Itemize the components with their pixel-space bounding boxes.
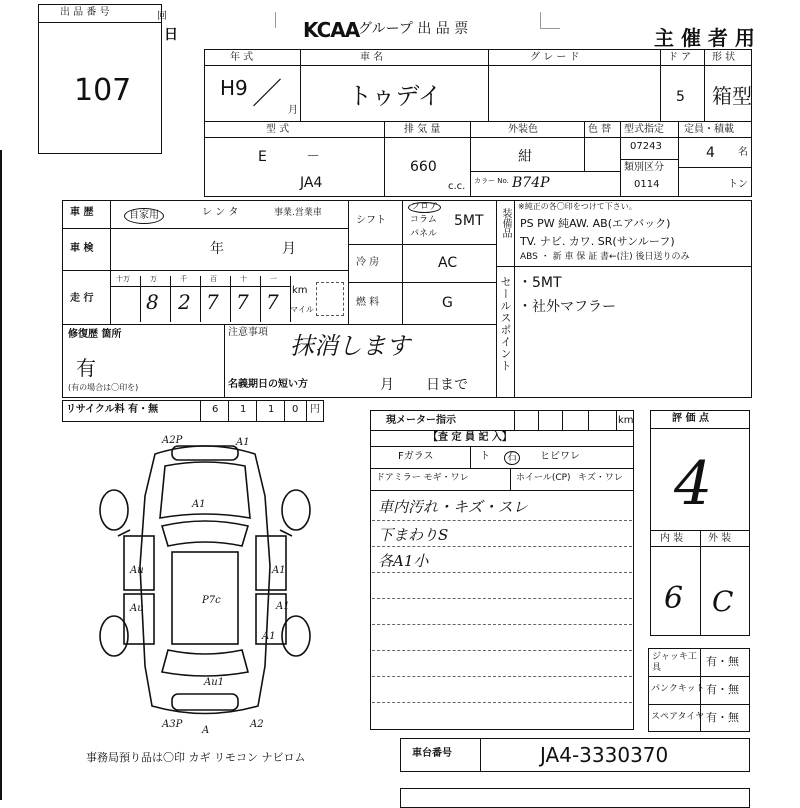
model-designation-value: 07243 [630, 141, 662, 152]
damage-mark: A [202, 725, 210, 736]
mileage-unit-100: 百 [210, 275, 217, 283]
damage-mark: A3P [162, 719, 183, 730]
name-label: 車 名 [360, 52, 384, 63]
spare-value[interactable]: 有・無 [706, 711, 739, 724]
inspection-label: 車 検 [70, 243, 94, 254]
mileage-unit-box [316, 282, 344, 316]
fglass-stone[interactable]: 石 [504, 451, 520, 465]
category-label: 類別区分 [624, 162, 664, 173]
evaluation-score: 4 [674, 449, 713, 519]
day-mark-top: 回 [157, 11, 167, 22]
shift-label: シフト [356, 215, 386, 226]
recycle-digit: 6 [212, 404, 219, 415]
category-value: 0114 [634, 179, 660, 190]
equipment-line3: ABS ・ 新 車 保 証 書←(注) 後日送りのみ [520, 252, 690, 262]
mile-label: マイル [290, 305, 314, 314]
damage-mark: A2 [250, 719, 264, 730]
organizer-label: 主 催 者 用 [654, 26, 755, 50]
history-private[interactable]: 自家用 [124, 208, 164, 224]
recycle-label: リサイクル料 有・無 [66, 404, 159, 415]
wheel-label: ホイール(CP) [516, 473, 571, 483]
car-damage-diagram [80, 436, 330, 736]
meter-label: 現メーター指示 [386, 415, 456, 426]
ac-label: 冷 房 [356, 257, 380, 268]
repair-value: 有 [76, 356, 96, 380]
shift-panel[interactable]: パネル [410, 229, 438, 239]
mileage-unit-1k: 千 [180, 275, 187, 283]
lot-number-value: 107 [74, 73, 132, 108]
load-unit: トン [728, 179, 748, 190]
fuel-value: G [442, 295, 453, 311]
equipment-line1: PS PW 純AW. AB(エアバック) [520, 217, 671, 230]
bottom-partial-table [400, 788, 750, 808]
shape-label: 形 状 [712, 52, 736, 63]
chassis-value: JA4-3330370 [540, 743, 669, 767]
repair-note: (有の場合は〇印を) [68, 383, 139, 392]
mileage-digit: 8 [146, 290, 159, 314]
equipment-note: ※純正の各〇印をつけて下さい。 [518, 202, 637, 211]
damage-mark: A1 [272, 565, 286, 576]
doors-label: ド ア [668, 52, 692, 63]
damage-mark: A1 [236, 437, 250, 448]
exterior-label: 外 装 [708, 533, 732, 544]
year-label: 年 式 [230, 52, 254, 63]
inspection-month: 月 [282, 241, 296, 257]
recycle-digit: 1 [268, 404, 275, 415]
mileage-unit-10: 十 [240, 275, 247, 283]
displacement-unit: c.c. [448, 181, 466, 192]
exterior-color-value: 紺 [518, 149, 532, 165]
color-change-label: 色 替 [588, 124, 612, 135]
shift-value: 5MT [454, 213, 484, 229]
type-label: 型 式 [266, 124, 290, 135]
brand-logo: KCAA [303, 18, 360, 42]
history-business[interactable]: 事業.営業車 [274, 208, 322, 218]
damage-mark: A1 [276, 601, 290, 612]
sales-point-label: セールスポイント [499, 276, 512, 372]
damage-mark: A1 [192, 499, 206, 510]
notice-label: 注意事項 [228, 327, 268, 338]
fglass-crack[interactable]: ヒビワレ [540, 451, 580, 462]
puncture-value[interactable]: 有・無 [706, 683, 739, 696]
grade-label: グ レ ー ド [530, 52, 580, 63]
jack-label: ジャッキ工具 [652, 652, 697, 673]
year-slash: ／ [252, 77, 282, 112]
fglass-label: Fガラス [398, 451, 434, 462]
displacement-label: 排 気 量 [404, 124, 441, 135]
equipment-line2: TV. ナビ. カワ. SR(サンルーフ) [520, 235, 675, 248]
inspector-note: 各A1小 [378, 552, 429, 570]
chassis-label: 車台番号 [412, 748, 452, 759]
fuel-label: 燃 料 [356, 297, 380, 308]
sales-point-item: ・5MT [518, 275, 562, 291]
expiry-label: 名義期日の短い方 [228, 379, 308, 390]
recycle-unit: 円 [310, 404, 320, 415]
expiry-day: 日まで [426, 377, 468, 393]
type-prefix: E [258, 149, 267, 165]
displacement-value: 660 [410, 159, 437, 175]
shift-column[interactable]: コラム [410, 215, 437, 225]
doors-value: 5 [676, 89, 685, 105]
office-held-items: 事務局預り品は〇印 カギ リモコン ナビロム [86, 751, 306, 764]
notice-value: 抹消します [290, 332, 410, 360]
year-value: H9 [220, 76, 248, 100]
mileage-unit-10k: 万 [150, 275, 157, 283]
day-mark: 日 [164, 27, 178, 43]
color-no-value: B74P [512, 175, 550, 191]
interior-value: 6 [664, 581, 684, 616]
damage-mark: A2P [162, 435, 183, 446]
damage-mark: P7c [202, 595, 221, 606]
shape-value: 箱型 [712, 84, 752, 108]
puncture-label: パンクキット [651, 684, 705, 694]
jack-value[interactable]: 有・無 [706, 655, 739, 668]
repair-label: 修復歴 箇所 [68, 329, 122, 340]
color-no-label: カラー No. [474, 177, 509, 185]
mileage-unit-100k: 十万 [116, 275, 130, 283]
inspection-year: 年 [210, 241, 224, 257]
damage-mark: Au1 [204, 677, 225, 688]
ac-value: AC [438, 255, 458, 271]
capacity-label: 定員・積載 [684, 124, 734, 135]
evaluation-label: 評 価 点 [672, 413, 709, 424]
equipment-label: 装備品 [500, 208, 511, 238]
exterior-value: C [712, 585, 734, 618]
exterior-color-label: 外装色 [508, 124, 538, 135]
mileage-digit: 7 [206, 290, 219, 314]
model-designation-label: 型式指定 [624, 124, 664, 135]
history-label: 車 歴 [70, 207, 94, 218]
sales-point-item: ・社外マフラー [518, 299, 616, 315]
capacity-value: 4 [706, 145, 715, 161]
form-title: グループ 出 品 票 [358, 21, 469, 37]
inspector-note: 下まわりS [378, 526, 449, 544]
km-label: km [292, 285, 308, 296]
lot-number-label: 出 品 番 号 [60, 7, 110, 18]
shift-floor[interactable]: フロア [408, 202, 441, 213]
recycle-digit: 1 [240, 404, 247, 415]
door-mirror-label: ドアミラー モギ・ワレ [376, 473, 469, 483]
mileage-digit: 7 [266, 290, 279, 314]
interior-label: 内 装 [660, 533, 684, 544]
damage-mark: Au [130, 565, 144, 576]
history-rental[interactable]: レ ン タ [202, 207, 239, 218]
fglass-mark: ト [480, 451, 490, 462]
expiry-month: 月 [380, 377, 394, 393]
capacity-unit: 名 [738, 147, 748, 158]
mileage-unit-1: 一 [270, 275, 277, 283]
vehicle-name: トゥデイ [348, 82, 442, 110]
damage-mark: Au [130, 603, 144, 614]
wheel-scratch: キズ・ワレ [578, 473, 623, 483]
mileage-digit: 2 [178, 290, 191, 314]
year-month-unit: 月 [288, 105, 298, 116]
type-value: JA4 [300, 175, 323, 191]
type-dash: － [306, 149, 320, 165]
inspector-title: 【査 定 員 記 入】 [428, 432, 512, 443]
spare-label: スペアタイヤ [651, 712, 705, 722]
damage-mark: A1 [262, 631, 276, 642]
mileage-label: 走 行 [70, 293, 94, 304]
mileage-digit: 7 [236, 290, 249, 314]
recycle-digit: 0 [292, 404, 299, 415]
meter-unit: km [618, 415, 634, 426]
inspector-note: 車内汚れ・キズ・スレ [378, 498, 528, 516]
